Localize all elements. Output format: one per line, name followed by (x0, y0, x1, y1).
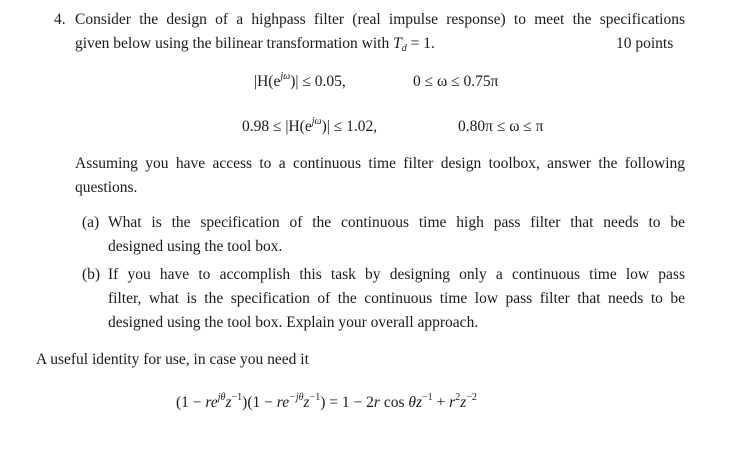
problem-line2-text: given below using the bilinear transformation with (75, 35, 390, 52)
part-b-line1: If you have to accomplish this task by designing only a continuous time low pass (108, 266, 685, 283)
identity-intro: A useful identity for use, in case you need it (36, 351, 309, 368)
part-a-line1: What is the specification of the continuous time high pass filter that needs to be (108, 214, 685, 231)
problem-number: 4. (54, 11, 66, 28)
intro-line1: Assuming you have access to a continuous time filter design toolbox, answer the following (75, 155, 685, 172)
part-a-label: (a) (82, 214, 100, 231)
part-b-label: (b) (82, 266, 101, 283)
td-variable: $T_d$ (393, 35, 407, 54)
intro-line2: questions. (75, 179, 138, 196)
part-a-line2: designed using the tool box. (108, 238, 283, 255)
passband-lower: 0.98 ≤ (242, 118, 282, 135)
part-b-line2: filter, what is the specification of the continuous time low pass filter that needs to be (108, 290, 685, 307)
stopband-range: 0 ≤ ω ≤ 0.75π (413, 73, 499, 90)
stopband-spec (254, 73, 346, 91)
stopband-magnitude: $|H(e^{j\omega})| \le 0.05$, (254, 71, 346, 90)
td-value: = 1. (410, 35, 435, 52)
problem-statement-line2 (75, 35, 435, 53)
passband-spec (242, 118, 377, 136)
part-b-line3: designed using the tool box. Explain your overall approach. (108, 314, 479, 331)
identity-equation: $(1 - re^{j\theta}z^{-1})(1 - re^{-j\theta}z^{-1}) = 1 - 2r$ $\cos \theta z^{-1} + r^2z^{-2}$ (176, 392, 477, 411)
problem-statement-line1: Consider the design of a highpass filter (real impulse response) to meet the specifications (75, 11, 685, 28)
points-label: 10 points (616, 35, 674, 52)
passband-magnitude: $|H(e^{j\omega})| \le 1.02$, (285, 116, 378, 135)
passband-range: 0.80π ≤ ω ≤ π (458, 118, 544, 135)
